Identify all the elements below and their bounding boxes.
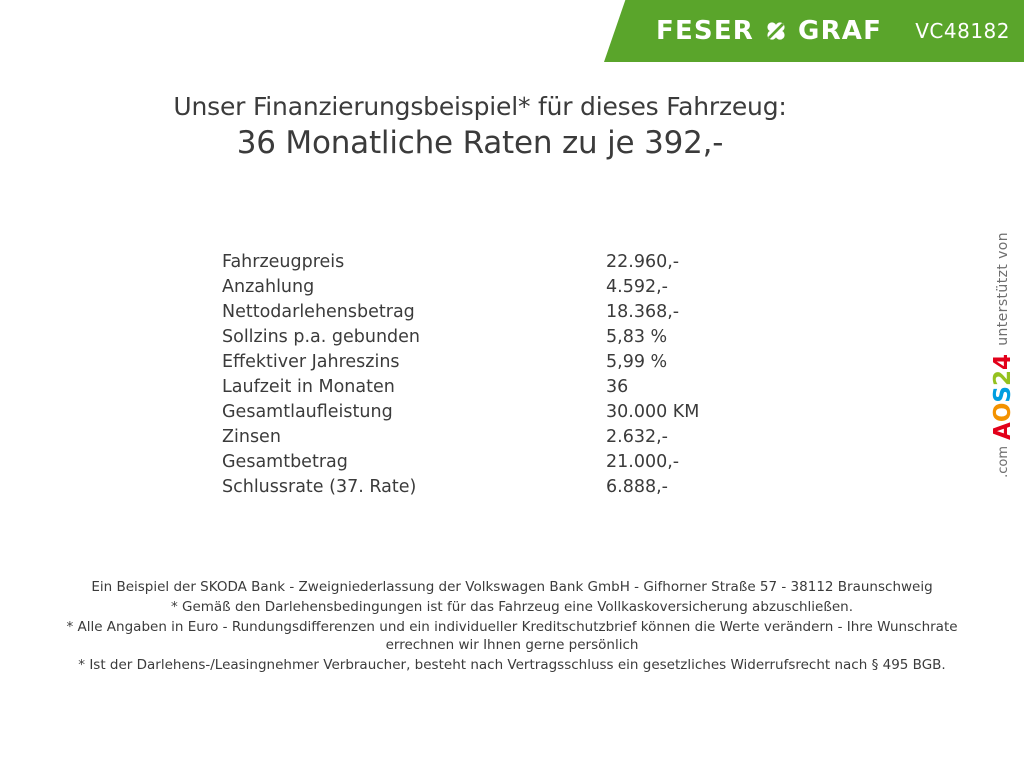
table-row	[222, 277, 762, 302]
footnote-insurance: * Gemäß den Darlehensbedingungen ist für das Fahrzeug eine Vollkaskoversicherung abzuschließen.	[170, 599, 854, 615]
table-row	[222, 452, 762, 477]
footnote-euro: * Alle Angaben in Euro - Rundungsdifferenzen und ein individueller Kreditschutzbrief können die Werte verändern - Ihre Wunschrate errechnen wir Ihnen gerne persönlich	[66, 619, 958, 653]
aos24-char-a: A	[989, 421, 1016, 440]
header	[0, 0, 1024, 62]
table-row	[222, 402, 762, 427]
aos24-logo	[989, 353, 1016, 440]
supported-by-strip	[988, 232, 1018, 552]
row-value: 22.960,-	[606, 252, 680, 272]
row-value: 5,83 %	[606, 327, 668, 347]
row-label: Sollzins p.a. gebunden	[222, 327, 421, 347]
page-title	[0, 92, 960, 161]
row-label: Fahrzeugpreis	[222, 252, 345, 272]
finance-table	[222, 252, 762, 502]
row-value: 21.000,-	[606, 452, 680, 472]
table-row	[222, 327, 762, 352]
vehicle-code: VC48182	[915, 19, 1010, 43]
row-value: 18.368,-	[606, 302, 680, 322]
brand-name-left: FESER	[656, 16, 755, 46]
row-value: 4.592,-	[606, 277, 668, 297]
table-row	[222, 477, 762, 502]
row-label: Schlussrate (37. Rate)	[222, 477, 417, 497]
aos24-char-4: 4	[989, 353, 1016, 370]
table-row	[222, 302, 762, 327]
title-line-1: Unser Finanzierungsbeispiel* für dieses Fahrzeug:	[173, 92, 787, 121]
row-value: 30.000 KM	[606, 402, 700, 422]
brand-name-right: GRAF	[798, 16, 883, 46]
supported-by-label: unterstützt von	[995, 232, 1011, 346]
table-row	[222, 252, 762, 277]
aos24-char-2: 2	[989, 369, 1016, 386]
aos24-char-s: S	[989, 385, 1016, 403]
footnote-bank: Ein Beispiel der SKODA Bank - Zweigniederlassung der Volkswagen Bank GmbH - Gifhorner Straße 57 - 38112 Braunschweig	[91, 579, 933, 595]
row-label: Gesamtlaufleistung	[222, 402, 393, 422]
row-value: 36	[606, 377, 629, 397]
aos24-char-o: O	[989, 402, 1016, 422]
table-row	[222, 377, 762, 402]
table-row	[222, 352, 762, 377]
row-label: Gesamtbetrag	[222, 452, 348, 472]
row-label: Effektiver Jahreszins	[222, 352, 400, 372]
row-label: Laufzeit in Monaten	[222, 377, 395, 397]
row-label: Zinsen	[222, 427, 281, 447]
row-value: 5,99 %	[606, 352, 668, 372]
row-value: 6.888,-	[606, 477, 668, 497]
clover-icon	[764, 19, 788, 43]
footnote-withdrawal: * Ist der Darlehens-/Leasingnehmer Verbraucher, besteht nach Vertragsschluss ein gesetzliches Widerrufsrecht nach § 495 BGB.	[78, 657, 946, 673]
title-line-2: 36 Monatliche Raten zu je 392,-	[236, 125, 724, 161]
row-label: Nettodarlehensbetrag	[222, 302, 415, 322]
brand-text	[656, 16, 882, 46]
row-value: 2.632,-	[606, 427, 668, 447]
row-label: Anzahlung	[222, 277, 315, 297]
aos24-domain-suffix: .com	[995, 445, 1011, 478]
table-row	[222, 427, 762, 452]
footnotes	[0, 578, 1024, 676]
